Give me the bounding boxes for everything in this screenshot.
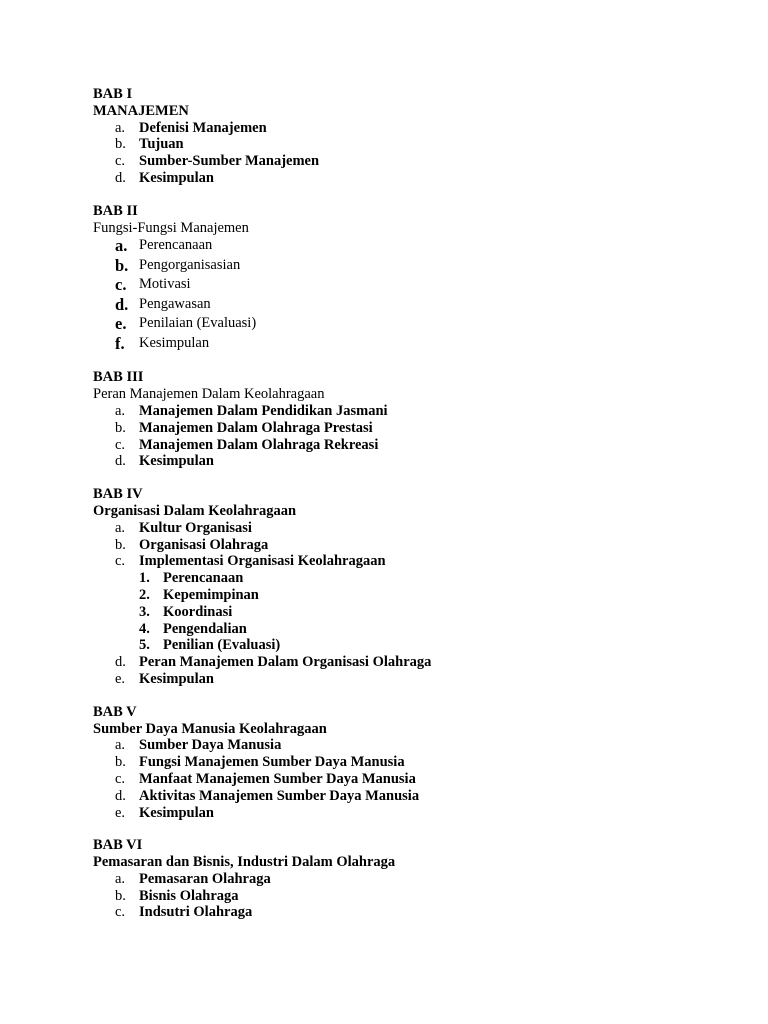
sub-list-item (93, 604, 733, 621)
list-item-text: Kultur Organisasi (139, 519, 252, 536)
sub-list-item (93, 570, 733, 587)
list-item-text: Perencanaan (139, 237, 213, 254)
list-item-text: Organisasi Olahraga (139, 536, 269, 553)
chapter-title: Fungsi-Fungsi Manajemen (93, 219, 249, 236)
list-item (93, 737, 733, 754)
chapter-title: MANAJEMEN (93, 102, 189, 119)
document-body (93, 86, 733, 937)
list-item-text: Kesimpulan (139, 804, 214, 821)
list-marker: d. (115, 654, 126, 671)
list-item (93, 771, 733, 788)
list-item (93, 420, 733, 437)
list-marker: d. (115, 787, 126, 804)
list-item-text: Bisnis Olahraga (139, 887, 239, 904)
list-item (93, 314, 733, 334)
list-item (93, 537, 733, 554)
list-item (93, 295, 733, 315)
list-item (93, 334, 733, 354)
list-marker: b. (115, 255, 129, 275)
list-item (93, 236, 733, 256)
list-item-text: Kesimpulan (139, 453, 214, 470)
list-item-text: Pengawasan (139, 295, 211, 312)
chapter-4 (93, 486, 733, 688)
list-item-text: Pengendalian (163, 620, 247, 637)
list-marker: e. (115, 804, 126, 821)
list-item (93, 671, 733, 688)
list-marker: e. (115, 314, 127, 334)
list-marker: c. (115, 436, 126, 453)
list-marker: b. (115, 419, 126, 436)
chapter-heading: BAB I (93, 86, 133, 102)
list-marker: 2. (139, 586, 150, 603)
list-marker: a. (115, 119, 126, 136)
list-item-text: Manajemen Dalam Olahraga Prestasi (139, 419, 373, 436)
chapter-heading: BAB VI (93, 837, 143, 854)
list-item-text: Aktivitas Manajemen Sumber Daya Manusia (139, 787, 420, 804)
list-item-text: Sumber-Sumber Manajemen (139, 153, 320, 170)
list-item (93, 871, 733, 888)
list-item-text: Fungsi Manajemen Sumber Daya Manusia (139, 754, 405, 771)
chapter-title: Pemasaran dan Bisnis, Industri Dalam Olahraga (93, 854, 396, 871)
chapter-1 (93, 86, 733, 187)
list-item-text: Kesimpulan (139, 334, 210, 351)
list-marker: a. (115, 402, 126, 419)
list-marker: a. (115, 870, 126, 887)
list-marker: c. (115, 553, 126, 570)
list-marker: b. (115, 754, 126, 771)
list-item-text: Kesimpulan (139, 670, 214, 687)
list-item (93, 520, 733, 537)
list-item (93, 153, 733, 170)
chapter-6 (93, 837, 733, 921)
list-item (93, 120, 733, 137)
list-marker: c. (115, 275, 127, 295)
list-item-text: Penilaian (Evaluasi) (139, 315, 257, 332)
chapter-title: Organisasi Dalam Keolahragaan (93, 502, 297, 519)
sub-list-item (93, 621, 733, 638)
list-marker: c. (115, 153, 126, 170)
list-item-text: Manajemen Dalam Olahraga Rekreasi (139, 436, 379, 453)
list-item-text: Kesimpulan (139, 169, 214, 186)
list-marker: 5. (139, 637, 150, 654)
list-item (93, 136, 733, 153)
list-item-text: Koordinasi (163, 603, 233, 620)
chapter-3 (93, 369, 733, 470)
chapter-title: Sumber Daya Manusia Keolahragaan (93, 720, 327, 737)
list-item-text: Pengorganisasian (139, 256, 241, 273)
list-marker: a. (115, 519, 126, 536)
list-item (93, 437, 733, 454)
list-item-text: Tujuan (139, 136, 184, 153)
list-marker: 1. (139, 570, 150, 587)
list-item (93, 805, 733, 822)
list-marker: b. (115, 536, 126, 553)
list-item (93, 754, 733, 771)
list-item-text: Kepemimpinan (163, 586, 259, 603)
chapter-heading: BAB III (93, 369, 144, 386)
list-item-text: Implementasi Organisasi Keolahragaan (139, 553, 386, 570)
list-item (93, 654, 733, 671)
list-marker: 3. (139, 603, 150, 620)
list-item-text: Motivasi (139, 276, 191, 293)
list-marker: d. (115, 169, 126, 186)
list-item (93, 275, 733, 295)
chapter-heading: BAB IV (93, 486, 143, 503)
list-item (93, 888, 733, 905)
list-item-text: Pemasaran Olahraga (139, 870, 271, 887)
list-item-text: Perencanaan (163, 570, 244, 587)
list-marker: b. (115, 887, 126, 904)
list-item-text: Penilian (Evaluasi) (163, 637, 281, 654)
chapter-5 (93, 704, 733, 822)
list-item-text: Peran Manajemen Dalam Organisasi Olahraga (139, 654, 432, 671)
list-marker: c. (115, 904, 126, 921)
list-item (93, 403, 733, 420)
chapter-heading: BAB V (93, 703, 137, 720)
list-item-text: Manajemen Dalam Pendidikan Jasmani (139, 402, 388, 419)
list-item-text: Defenisi Manajemen (139, 119, 267, 136)
list-marker: a. (115, 236, 128, 256)
list-item-text: Manfaat Manajemen Sumber Daya Manusia (139, 770, 416, 787)
list-item (93, 453, 733, 470)
list-item-text: Sumber Daya Manusia (139, 737, 282, 754)
list-marker: a. (115, 737, 126, 754)
list-item (93, 170, 733, 187)
sub-list-item (93, 637, 733, 654)
list-item (93, 904, 733, 921)
chapter-title: Peran Manajemen Dalam Keolahragaan (93, 386, 325, 403)
list-marker: f. (115, 333, 125, 353)
list-marker: e. (115, 670, 126, 687)
list-item (93, 788, 733, 805)
list-marker: c. (115, 770, 126, 787)
list-marker: 4. (139, 620, 150, 637)
sub-list-item (93, 587, 733, 604)
chapter-heading: BAB II (93, 202, 138, 219)
list-marker: d. (115, 294, 129, 314)
list-marker: d. (115, 453, 126, 470)
list-item-text: Indsutri Olahraga (139, 904, 253, 921)
list-marker: b. (115, 136, 126, 153)
chapter-2 (93, 203, 733, 354)
list-item (93, 256, 733, 276)
list-item (93, 553, 733, 570)
